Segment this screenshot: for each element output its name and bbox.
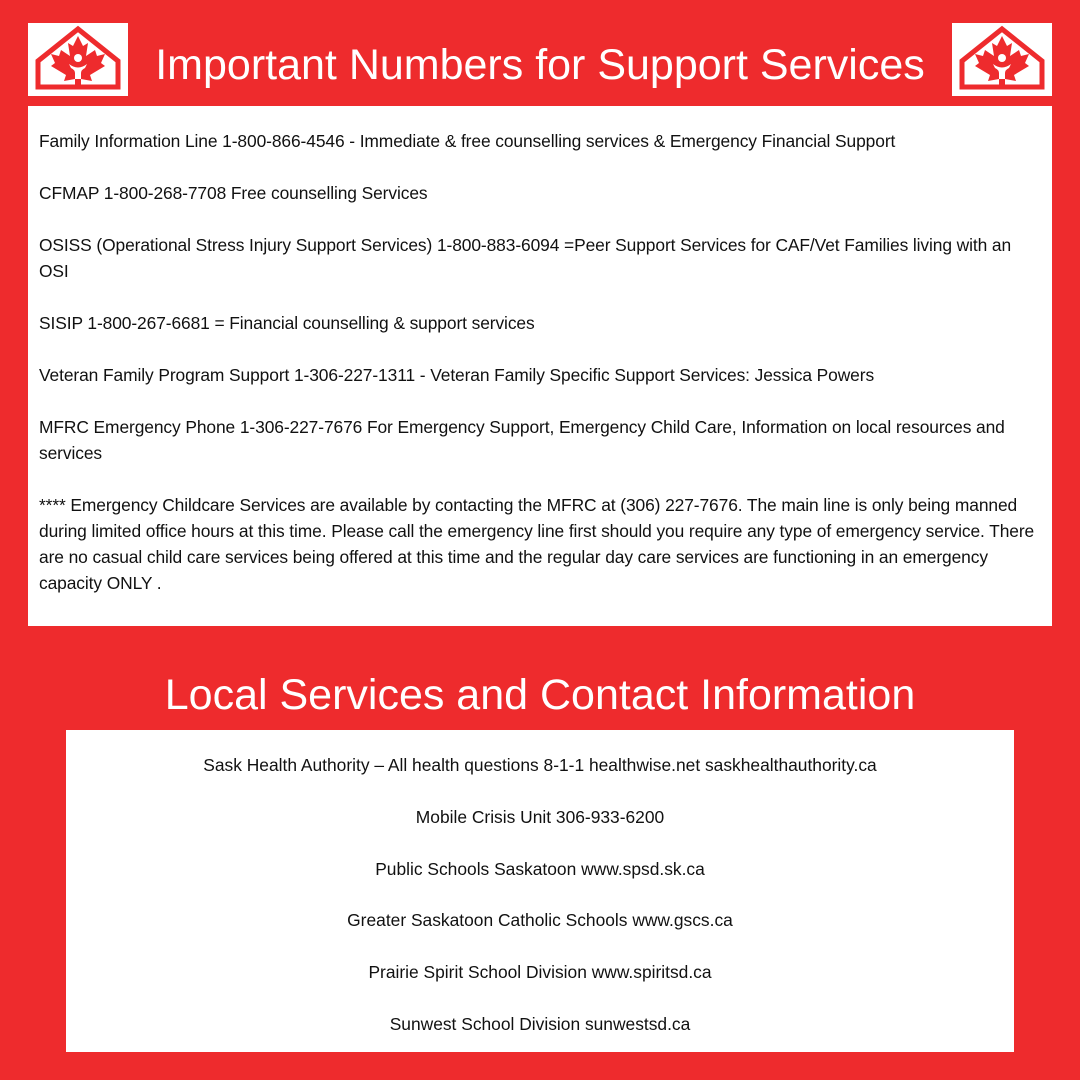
local-item-sunwest: Sunwest School Division sunwestsd.ca	[389, 1013, 691, 1034]
support-item-family-info-line: Family Information Line 1-800-866-4546 - Immediate & free counselling services & Emergency Financial Support	[39, 131, 896, 151]
maple-leaf-house-icon	[952, 23, 1052, 96]
logo-right	[952, 23, 1052, 96]
emergency-childcare-note: **** Emergency Childcare Services are available by contacting the MFRC at (306) 227-7676. The main line is only being manned during limited office hours at this time. Please call the emergency line first should you require any type of emergency service. There are no casual child care services being offered at this time and the regular day care services are functioning in an emergency capacity ONLY .	[39, 495, 1035, 593]
local-services-title: Local Services and Contact Information	[164, 671, 916, 719]
support-item-sisip: SISIP 1-800-267-6681 = Financial counselling & support services	[39, 313, 535, 333]
support-item-mfrc-emergency: MFRC Emergency Phone 1-306-227-7676 For Emergency Support, Emergency Child Care, Information on local resources and services	[39, 417, 1005, 463]
local-item-catholic-schools: Greater Saskatoon Catholic Schools www.gscs.ca	[347, 910, 733, 931]
support-item-osiss: OSISS (Operational Stress Injury Support Services) 1-800-883-6094 =Peer Support Services for CAF/Vet Families living with an OSI	[39, 235, 1012, 281]
page-title: Important Numbers for Support Services	[155, 41, 925, 89]
local-item-mobile-crisis: Mobile Crisis Unit 306-933-6200	[415, 806, 665, 827]
local-item-prairie-spirit: Prairie Spirit School Division www.spiritsd.ca	[368, 962, 712, 983]
local-item-sask-health: Sask Health Authority – All health questions 8-1-1 healthwise.net saskhealthauthority.ca	[203, 755, 877, 775]
local-services-panel	[66, 730, 1014, 1052]
support-item-cfmap: CFMAP 1-800-268-7708 Free counselling Services	[39, 183, 428, 203]
support-item-veteran-family: Veteran Family Program Support 1-306-227-1311 - Veteran Family Specific Support Services: Jessica Powers	[39, 365, 875, 385]
maple-leaf-house-icon	[28, 23, 128, 96]
logo-left	[28, 23, 128, 96]
support-services-panel	[28, 106, 1052, 626]
local-item-public-schools: Public Schools Saskatoon www.spsd.sk.ca	[375, 858, 705, 879]
